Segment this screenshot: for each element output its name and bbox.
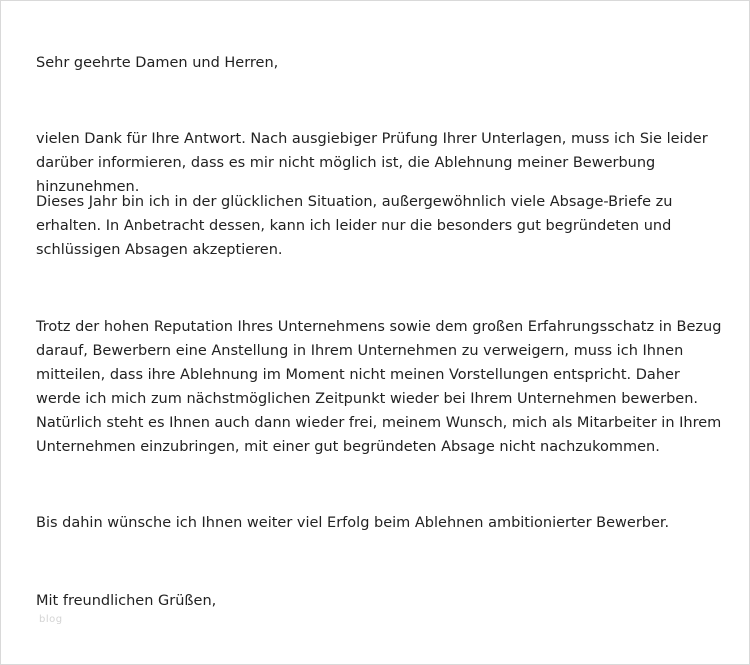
watermark: blog (39, 614, 63, 625)
paragraph-situation: Dieses Jahr bin ich in der glücklichen Situation, außergewöhnlich viele Absage-Briefe zu erhalten. In Anbetracht dessen, kann ich leider nur die besonders gut begründeten und schlüssigen Absagen akzeptieren. (36, 194, 673, 258)
paragraph-wishes: Bis dahin wünsche ich Ihnen weiter viel Erfolg beim Ablehnen ambitionierter Bewerber. (36, 515, 670, 531)
closing: Mit freundlichen Grüßen, (36, 593, 217, 609)
paragraph-thanks: vielen Dank für Ihre Antwort. Nach ausgiebiger Prüfung Ihrer Unterlagen, muss ich Sie leider darüber informieren, dass es mir nicht möglich ist, die Ablehnung meiner Bewerbung hinzunehmen. (36, 131, 708, 195)
salutation: Sehr geehrte Damen und Herren, (36, 55, 279, 71)
paragraph-reputation: Trotz der hohen Reputation Ihres Unternehmens sowie dem großen Erfahrungsschatz in Bezug darauf, Bewerbern eine Anstellung in Ihrem Unternehmen zu verweigern, muss ich Ihnen mitteilen, dass ihre Ablehnung im Moment nicht meinen Vorstellungen entspricht. Daher werde ich mich zum nächstmöglichen Zeitpunkt wieder bei Ihrem Unternehmen bewerben. Natürlich steht es Ihnen auch dann wieder frei, meinem Wunsch, mich als Mitarbeiter in Ihrem Unternehmen einzubringen, mit einer gut begründeten Absage nicht nachzukommen. (36, 319, 722, 455)
